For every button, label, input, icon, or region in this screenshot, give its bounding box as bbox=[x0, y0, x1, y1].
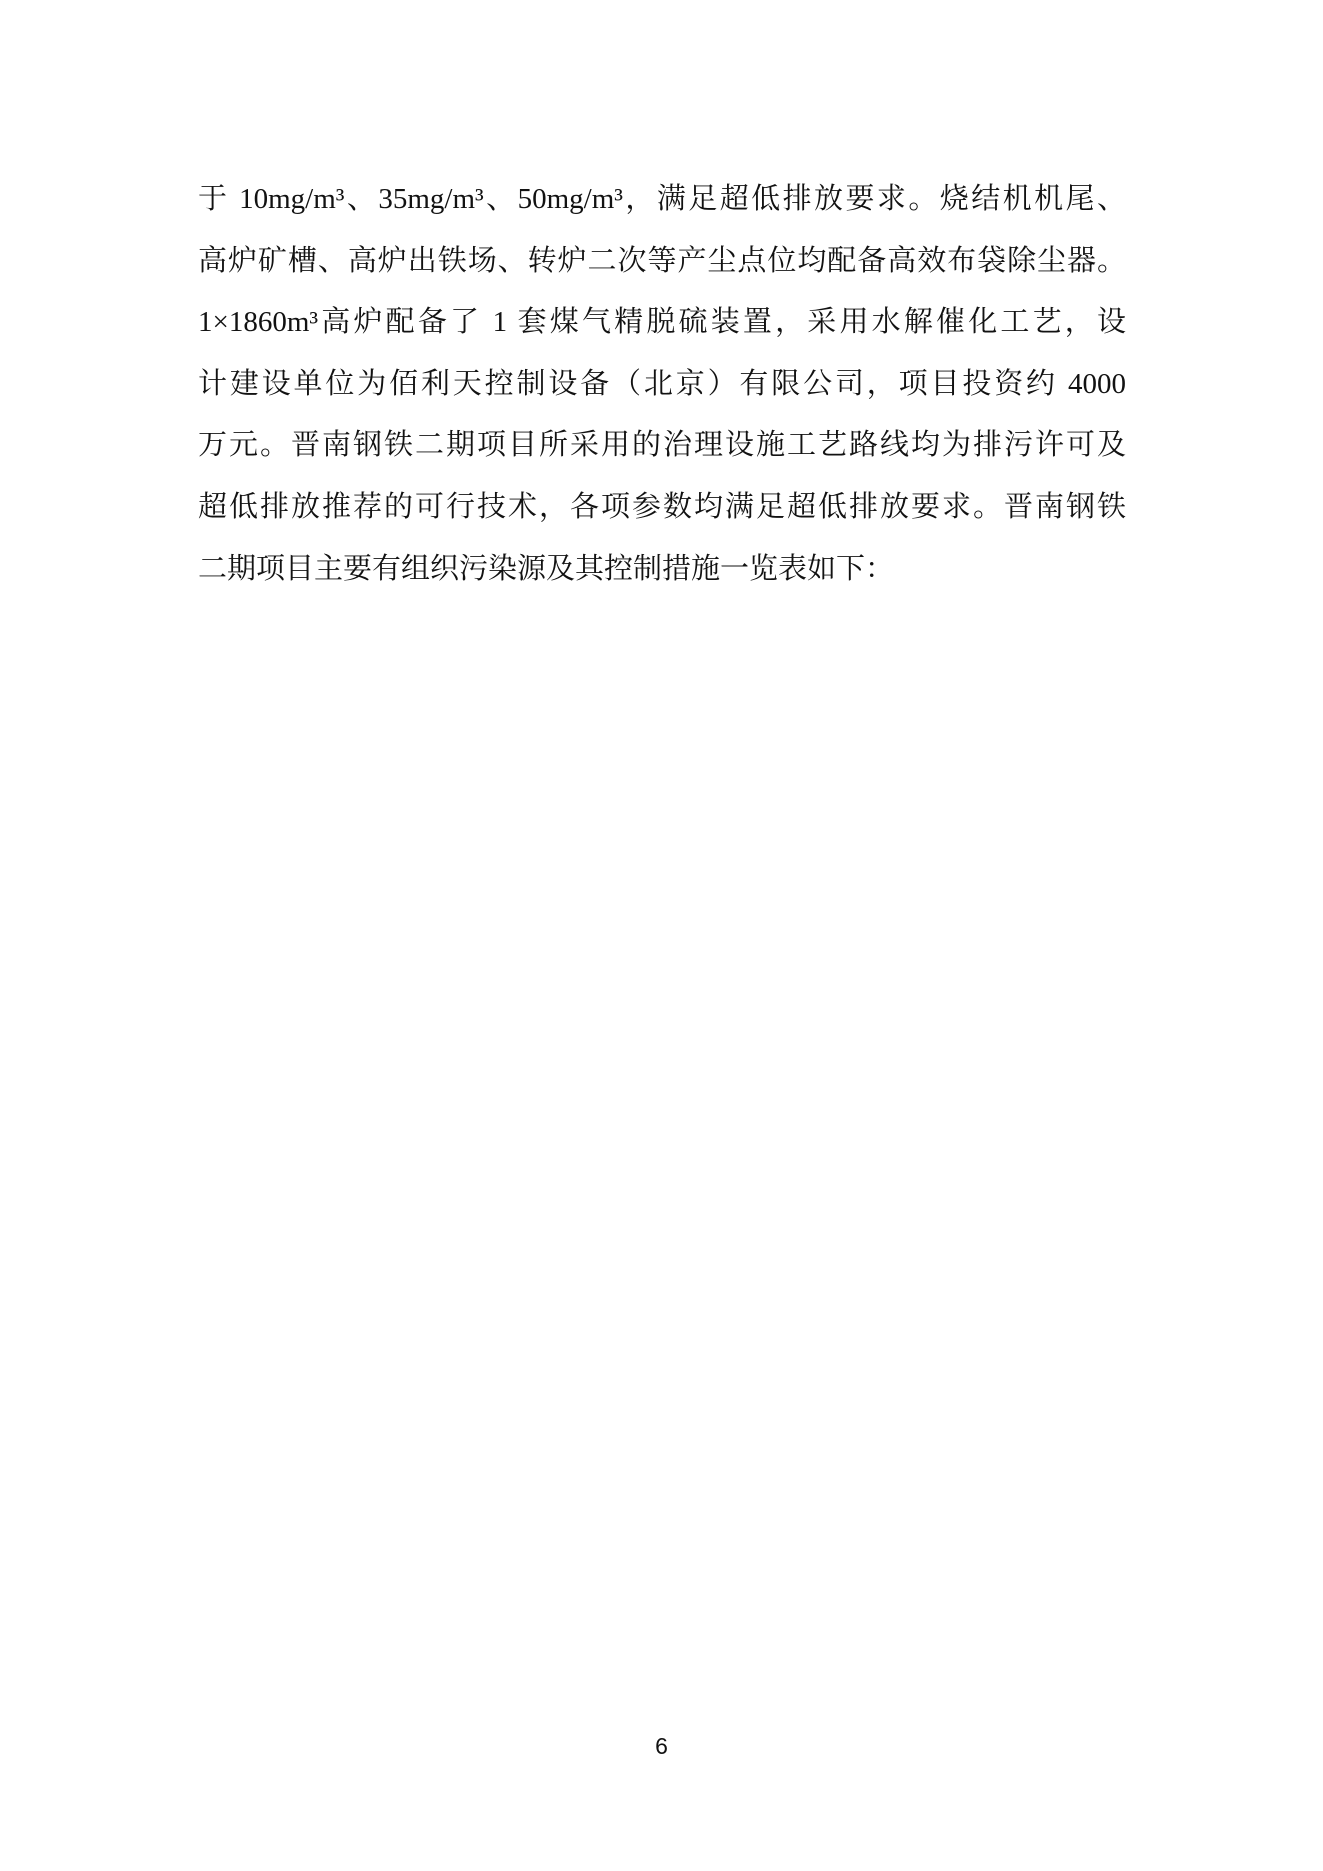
paragraph-line-4: 计建设单位为佰利天控制设备（北京）有限公司，项目投资约 4000 bbox=[198, 367, 1126, 400]
paragraph-line-2: 高炉矿槽、高炉出铁场、转炉二次等产尘点位均配备高效布袋除尘器。 bbox=[198, 244, 1126, 277]
paragraph-line-1: 于 10mg/m³、35mg/m³、50mg/m³，满足超低排放要求。烧结机机尾、 bbox=[198, 183, 1126, 215]
paragraph-line-3: 1×1860m³高炉配备了 1 套煤气精脱硫装置，采用水解催化工艺，设 bbox=[198, 306, 1126, 339]
page-number: 6 bbox=[655, 1733, 668, 1759]
paragraph-line-6: 超低排放推荐的可行技术，各项参数均满足超低排放要求。晋南钢铁 bbox=[198, 490, 1126, 523]
paragraph-line-5: 万元。晋南钢铁二期项目所采用的治理设施工艺路线均为排污许可及 bbox=[198, 429, 1126, 462]
paragraph-line-7: 二期项目主要有组织污染源及其控制措施一览表如下： bbox=[198, 552, 895, 585]
body-paragraph bbox=[198, 169, 1126, 600]
